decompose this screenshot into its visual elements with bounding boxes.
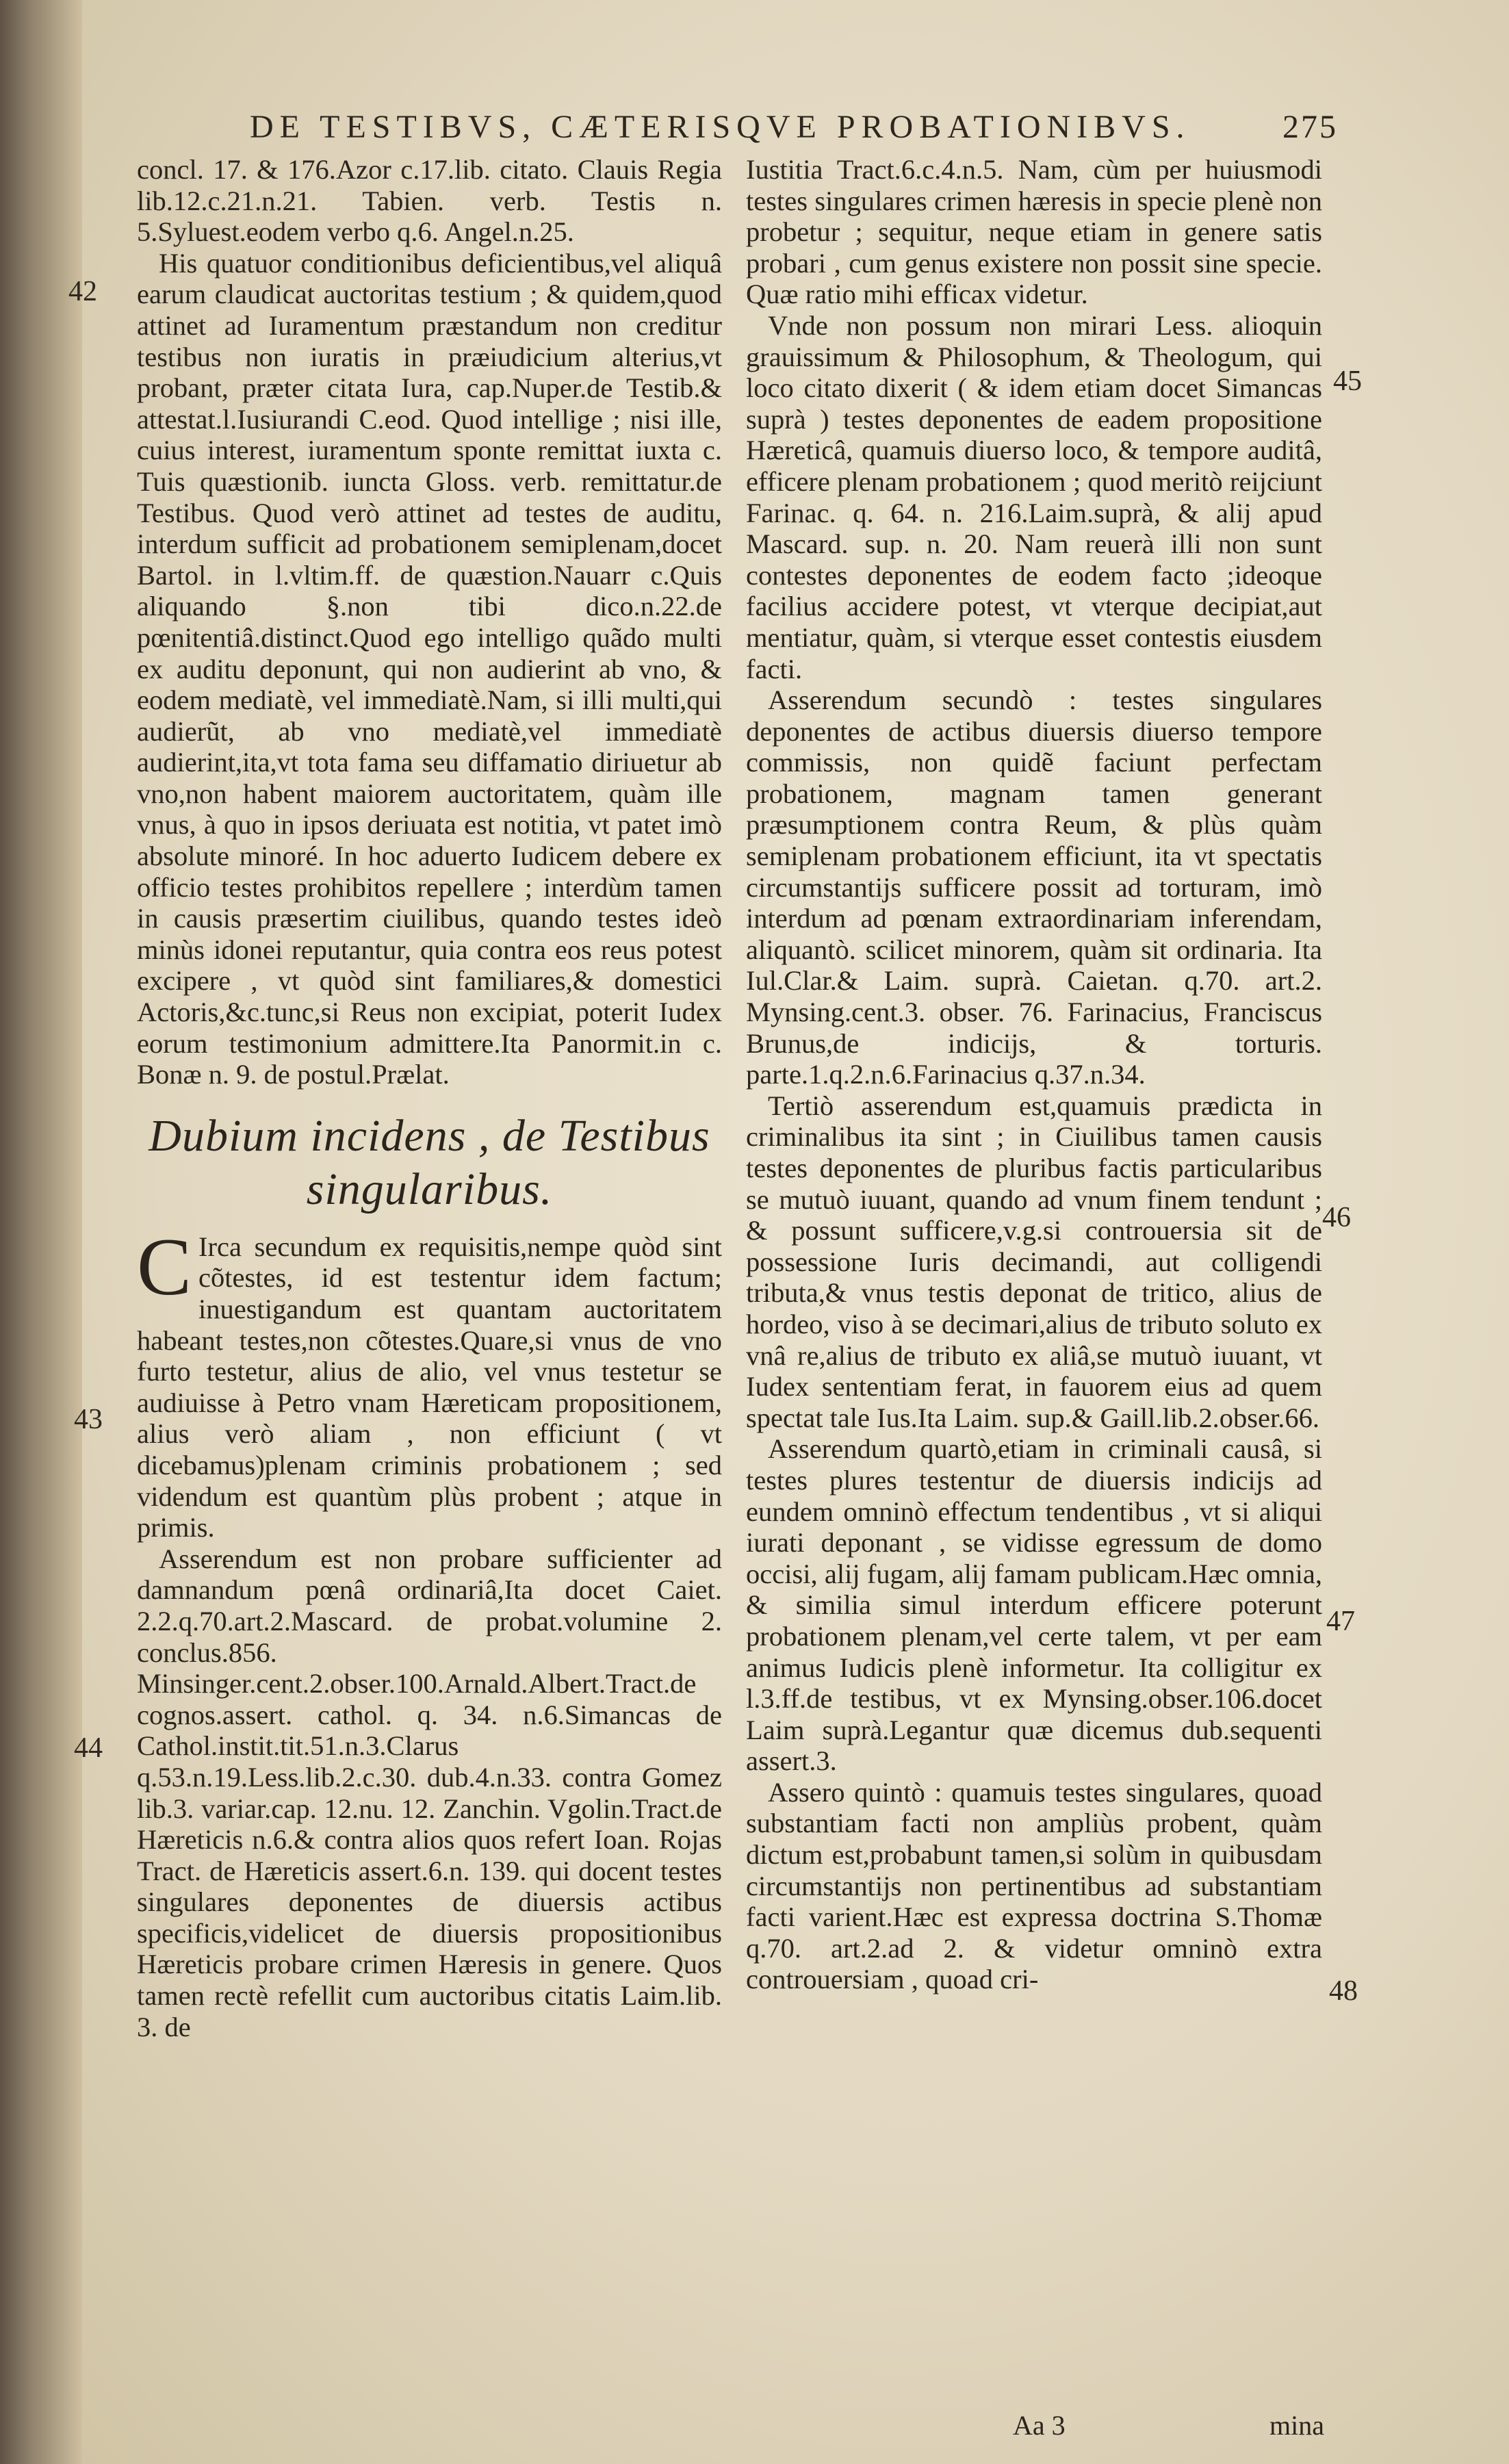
catchword: mina <box>1269 2410 1324 2441</box>
running-head-title: DE TESTIBVS, CÆTERISQVE PROBATIONIBVS. <box>250 109 1191 145</box>
right-paragraph: Vnde non possum non mirari Less. alioquin grauissimum & Philosophum, & Theologum, qui loco citato dixerit ( & idem etiam docet Simancas suprà ) testes deponentes de eadem propositione Hæreticâ, quamuis diuerso loco, & tempore auditâ, efficere plenam probationem ; quod meritò reijciunt Farinac. q. 64. n. 216.Laim.suprà, & alij apud Mascard. sup. n. 20. Nam reuerà illi non sunt contestes deponentes de eodem facto ;ideoque facilius accidere potest, vt vterque decipiat,aut mentiatur, quàm, si vterque esset contestis eiusdem facti. <box>746 309 1322 684</box>
drop-cap: C <box>137 1220 192 1312</box>
signature-mark: Aa 3 <box>1013 2410 1066 2441</box>
left-column <box>137 154 722 2399</box>
paragraph-number-43: 43 <box>74 1404 103 1435</box>
section-heading: Dubium incidens , de Testibus singularibus. <box>149 1110 710 1214</box>
running-head <box>250 108 1338 156</box>
left-paragraph-text: Irca secundum ex requisitis,nempe quòd sint cõtestes, id est testentur idem factum; inuestigandum est quantam auctoritatem habeant testes,non cõtestes.Quare,si vnus de vno furto testetur, alius de alio, vel vnus testetur se audiuisse à Petro vnam Hæreticam propositionem, alius verò aliam , non efficiunt ( vt dicebamus)plenam criminis probationem ; sed videndum est quantùm plùs probent ; atque in primis. <box>137 1231 722 1543</box>
paragraph-number-46: 46 <box>1322 1202 1351 1233</box>
paragraph-number-45: 45 <box>1333 365 1362 397</box>
right-paragraph: Tertiò asserendum est,quamuis prædicta in criminalibus ita sint ; in Ciuilibus tamen causis testes deponentes de pluribus factis particularibus se mutuò iuuant, quando ad vnum finem tendunt ; & possunt sufficere,v.g.si controuersia sit de possessione Iuris decimandi, aut colligendi tributa,& vnus testis deponat de tritico, alius de hordeo, viso à se decimari,alius de tributo soluto ex vnâ re,alius de tributo ex aliâ,se mutuò iuuant, vt Iudex sententiam ferat, in fauorem eius ad quem spectat tale Ius.Ita Laim. sup.& Gaill.lib.2.obser.66. <box>746 1090 1322 1433</box>
right-paragraph: Iustitia Tract.6.c.4.n.5. Nam, cùm per huiusmodi testes singulares crimen hæresis in specie plenè non probetur ; sequitur, neque etiam in genere satis probari , cum genus existere non possit sine specie. Quæ ratio mihi efficax videtur. <box>746 154 1322 310</box>
paragraph-number-44: 44 <box>74 1732 103 1764</box>
paragraph-number-48: 48 <box>1329 1975 1358 2007</box>
paragraph-number-47: 47 <box>1326 1606 1355 1637</box>
right-paragraph: Assero quintò : quamuis testes singulares, quoad substantiam facti non ampliùs probent, quàm dictum est,probabunt tamen,si solùm in quibusdam circumstantijs non pertinentibus ad substantiam facti varient.Hæc est expressa doctrina S.Thomæ q.70. art.2.ad 2. & videtur omninò extra controuersiam , quoad cri- <box>746 1776 1322 1995</box>
right-column <box>746 154 1322 2399</box>
paragraph-number-42: 42 <box>68 276 97 307</box>
right-paragraph: Asserendum secundò : testes singulares deponentes de actibus diuersis diuerso tempore commissis, non quidẽ faciunt perfectam probationem, magnam tamen generant præsumptionem contra Reum, & plùs quàm semiplenam probationem efficiunt, ita vt spectatis circumstantijs sufficere possit ad torturam, imò interdum ad pœnam extraordinariam inferendam, aliquantò. scilicet minorem, quàm sit ordinaria. Ita Iul.Clar.& Laim. suprà. Caietan. q.70. art.2. Mynsing.cent.3. obser. 76. Farinacius, Franciscus Brunus,de indicijs, & torturis. parte.1.q.2.n.6.Farinacius q.37.n.34. <box>746 684 1322 1090</box>
left-paragraph: concl. 17. & 176.Azor c.17.lib. citato. Clauis Regia lib.12.c.21.n.21. Tabien. verb. Testis n. 5.Syluest.eodem verbo q.6. Angel.n.25. <box>137 154 722 248</box>
left-paragraph: His quatuor conditionibus deficientibus,vel aliquâ earum claudicat auctoritas testium ; & quidem,quod attinet ad Iuramentum præstandum non creditur testibus non iuratis in præiudicium alterius,vt probant, præter citata Iura, cap.Nuper.de Testib.& attestat.l.Iusiurandi C.eod. Quod intellige ; nisi ille, cuius interest, iuramentum sponte remittat iuxta c. Tuis quæstionib. iuncta Gloss. verb. remittatur.de Testibus. Quod verò attinet ad testes de auditu, interdum sufficit ad probationem semiplenam,docet Bartol. in l.vltim.ff. de quæstion.Nauarr c.Quis aliquando §.non tibi dico.n.22.de pœnitentiâ.distinct.Quod ego intelligo quãdo multi ex auditu deponunt, qui non audierint ab vno, & eodem mediatè, vel immediatè.Nam, si illi multi,qui audierũt, ab vno mediatè,vel immediatè audierint,ita,vt tota fama seu diffamatio diriuetur ab vno,non habent maiorem auctoritatem, quàm ille vnus, à quo in ipsos deriuata est notitia, vt patet imò absolute minoré. In hoc aduerto Iudicem debere ex officio testes prohibitos repellere ; interdùm tamen in causis præsertim ciuilibus, quando testes ideò minùs idonei reputantur, quia contra eos reus potest excipere , vt quòd sint familiares,& domestici Actoris,&c.tunc,si Reus non excipiat, poterit Iudex eorum testimonium admittere.Ita Panormit.in c. Bonæ n. 9. de postul.Prælat. <box>137 247 722 1090</box>
left-paragraph: Asserendum est non probare sufficienter ad damnandum pœnâ ordinariâ,Ita docet Caiet. 2.2.q.70.art.2.Mascard. de probat.volumine 2. conclus.856. Minsinger.cent.2.obser.100.Arnald.Albert.Tract.de cognos.assert. cathol. q. 34. n.6.Simancas de Cathol.instit.tit.51.n.3.Clarus q.53.n.19.Less.lib.2.c.30. dub.4.n.33. contra Gomez lib.3. variar.cap. 12.nu. 12. Zanchin. Vgolin.Tract.de Hæreticis n.6.& contra alios quos refert Ioan. Rojas Tract. de Hæreticis assert.6.n. 139. qui docent testes singulares deponentes de diuersis actibus specificis,videlicet de diuersis propositionibus Hæreticis probare crimen Hæresis in genere. Quos tamen rectè refellit cum auctoribus citatis Laim.lib. 3. de <box>137 1543 722 2042</box>
book-gutter <box>0 0 82 2464</box>
left-paragraph-dropcap <box>137 1220 722 1543</box>
page-number: 275 <box>1282 109 1338 145</box>
right-paragraph: Asserendum quartò,etiam in criminali causâ, si testes plures testentur de diuersis indicijs ad eundem omninò effectum tendentibus , vt si aliqui iurati deponant , se vidisse egressum de domo occisi, alij fugam, alij famam publicam.Hæc omnia, & similia simul interdum efficere poterunt probationem plenam,vel certe talem, vt per eam animus Iudicis plenè informetur. Ita colligitur ex l.3.ff.de testibus, vt ex Mynsing.obser.106.docet Laim suprà.Legantur quæ dicemus dub.sequenti assert.3. <box>746 1433 1322 1777</box>
